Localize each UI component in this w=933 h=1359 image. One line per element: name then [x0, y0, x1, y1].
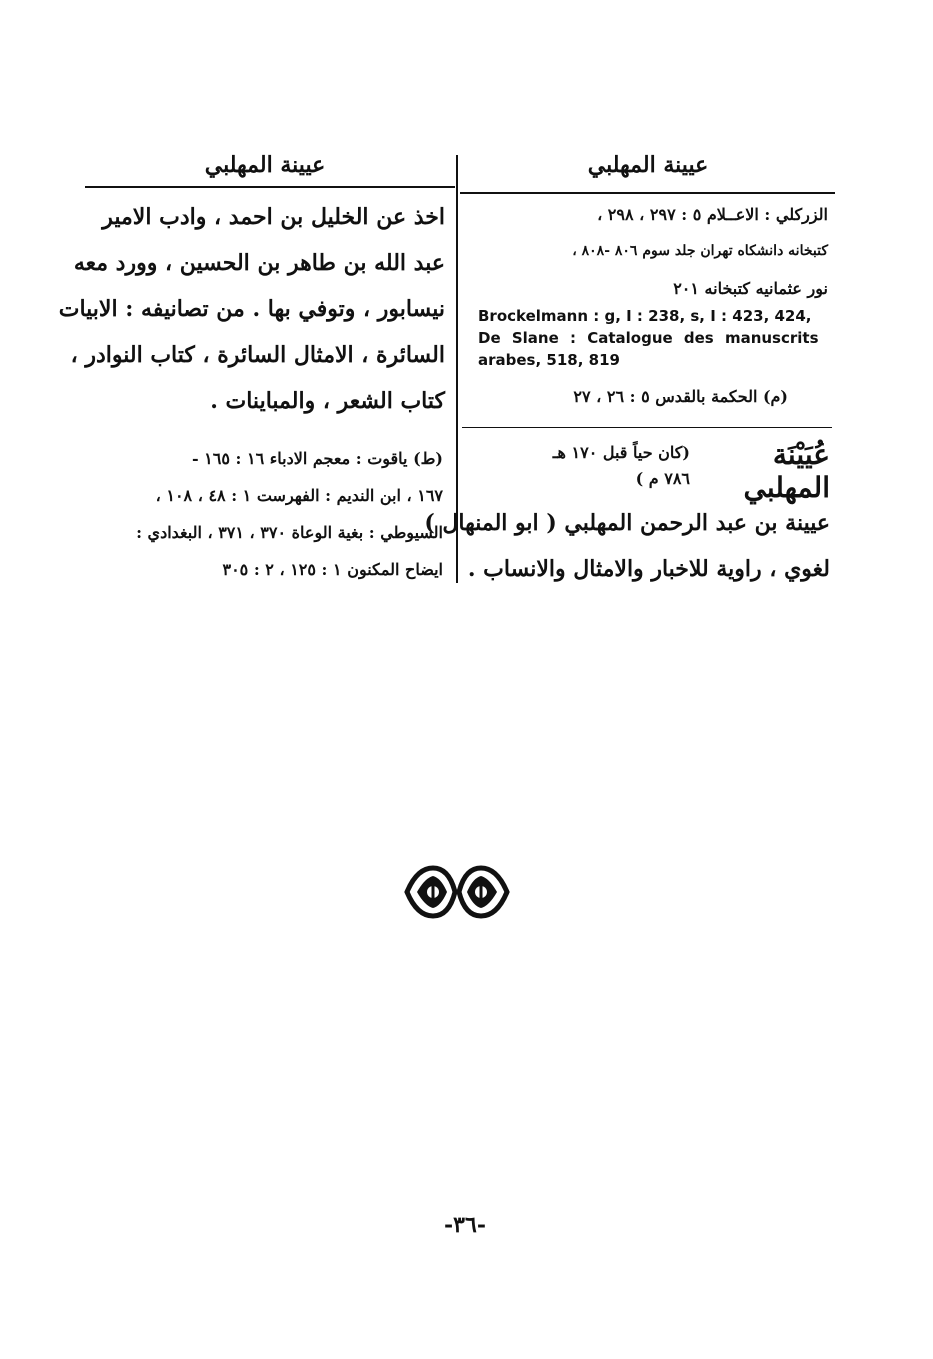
page-number: -٣٦- — [444, 1212, 486, 1238]
ref-line: السيوطي : بغية الوعاة ٣٧٠ ، ٣٧١ ، البغدادي : — [136, 523, 443, 542]
body-line: السائرة ، الامثال السائرة ، كتاب النوادر ، — [70, 342, 445, 368]
left-column-body — [58, 194, 445, 424]
right-column-body — [424, 500, 830, 592]
entry-dates — [470, 440, 690, 492]
left-column-refs — [88, 440, 443, 588]
ref-line: الزركلي : الاعــلام ٥ : ٢٩٧ ، ٢٩٨ ، — [597, 205, 828, 224]
body-line: لغوي ، راوية للاخبار والامثال والانساب . — [467, 556, 830, 582]
left-column-header: عيينة المهلبي — [204, 152, 326, 178]
entry-title: عُيَيْنَة المهلبي — [743, 438, 830, 504]
right-column-header: عيينة المهلبي — [587, 152, 709, 178]
ref-line: ١٦٧ ، ابن النديم : الفهرست ١ : ٤٨ ، ١٠٨ ، — [155, 486, 443, 505]
date-hijri: (كان حياً قبل ١٧٠ هـ — [552, 443, 690, 462]
latin-ref-line: arabes, 518, 819 — [478, 351, 620, 369]
date-gregorian: ٧٨٦ م ) — [635, 469, 690, 488]
body-line: عيينة بن عبد الرحمن المهلبي ( ابو المنهال ) — [424, 510, 830, 536]
ref-line: (ط) ياقوت : معجم الادباء ١٦ : ١٦٥ - — [191, 449, 443, 468]
latin-ref-line: Brockelmann : g, I : 238, s, I : 423, 424, — [478, 307, 812, 325]
body-line: كتاب الشعر ، والمباينات . — [210, 388, 445, 414]
right-ref-last — [478, 378, 788, 415]
right-column-refs — [478, 196, 828, 307]
left-header-rule — [85, 186, 455, 188]
ornament-icon — [403, 862, 511, 922]
ref-line: ايضاح المكنون ١ : ١٢٥ ، ٢ : ٣٠٥ — [222, 560, 443, 579]
ref-line: (م) الحكمة بالقدس ٥ : ٢٦ ، ٢٧ — [573, 387, 788, 406]
ref-line: نور عثمانيه كتبخانه ٢٠١ — [673, 279, 828, 298]
body-line: عبد الله بن طاهر بن الحسين ، وورد معه — [73, 250, 445, 276]
right-section-divider — [462, 427, 832, 428]
right-header-rule — [460, 192, 835, 194]
latin-ref-line: De Slane : Catalogue des manuscrits — [478, 329, 819, 347]
latin-references — [478, 305, 828, 371]
body-line: نيسابور ، وتوفي بها . من تصانيفه : الابيات — [58, 296, 445, 322]
ref-line: كتبخانه دانشكاه تهران جلد سوم ٨٠٦ -٨٠٨ ، — [572, 243, 828, 259]
body-line: اخذ عن الخليل بن احمد ، وادب الامير — [102, 204, 445, 230]
